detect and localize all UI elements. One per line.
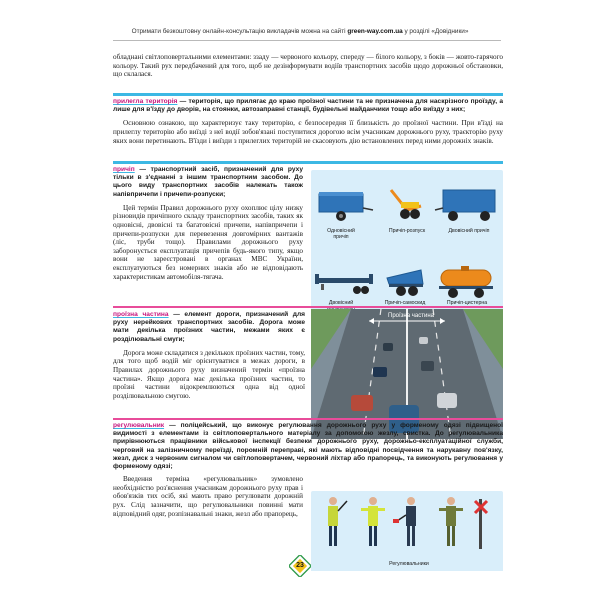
label-tank-trailer: Причіп-цистерна [446,300,488,306]
term-carriageway: проїзна частина [113,311,169,318]
definition-controller [113,422,503,471]
section-rule-adjacent [113,93,503,96]
banner-divider [113,40,501,41]
label-two-axle-semi-trailer: Двовісний [328,300,354,306]
controller-illustration [311,491,503,571]
section-adjacent-territory [113,98,503,145]
controller-figure-3 [393,497,416,546]
definition-controller-text: — поліцейський, що виконує регулювання дорожнього руху у форменому одязі підвищеної видимості з елементами із світлоповертального матеріалу за допомогою жезлу, свистка. До регулювальника прирівнюються працівники військової інспекції безпеки дорожнього руху, дорожньо-експлуатаційної служби, черговий на залізничному переїзді, поромній переправі, які мають відповідні посвідчення та нарукавну пов'язку, жезл, диск з червоним сигналом чи світлоповертачем, червоний ліхтар або прапорець, та виконують регулювання у форменому одязі; [113,422,503,471]
body-controller: Введення терміна «регулювальник» зумовлено необхідністю роз'яснення учасникам дорожнього руху прав і обов'язків тих осіб, які мають право регулювати дорожній рух. Слід зазначити, що регулювальники повинні мати відповідний одяг, розпізнавальні знаки, жезл або прапорець, [113,475,303,518]
semi-trailer-drawing [315,274,373,294]
pole-trailer-drawing [391,190,421,219]
body-trailer: Цей термін Правил дорожнього руху охоплює цілу низку різновидів причіпного складу транспортних засобів, таких як одновісні, двовісні та багатовісні причепи, напівпричепи і причепи-розпуски для перевезення довгомірних вантажів (ліс, труби тощо). Правилами дорожнього руху заборонується експлуатація причепів будь-якого типу, якщо вони не зареєстровані в органах МВС України, експлуатуються без номерних знаків або не відповідають характеристикам автомобіля-тягача. [113,203,303,281]
dump-trailer-drawing [387,270,423,296]
top-banner [0,28,600,38]
page-number-badge [289,555,311,577]
crossing-sign-drawing [475,499,487,549]
section-rule-carriageway [113,306,503,308]
carriageway-illustration [311,309,503,439]
trailer-illustration [311,170,503,332]
section-trailer [113,166,303,281]
banner-text-after: у розділі «Довідники» [402,28,469,35]
intro-paragraph: обладнані світлоповертальними елементами: ззаду — червоного кольору, спереду — білого кольору, з боків — жовто-гарячого кольору. Такий рух передбачений для того, щоб не дезінформувати водіїв транспортних засобів щодо дорожньої обстановки, що склалася. [113,53,503,79]
definition-adjacent-text: — територія, що прилягає до краю проїзної частини та не призначена для наскрізного проїзду, а лише для в'їзду до дворів, на стоянки, автозаправні станції, будівельні майданчики тощо або виїзду з них; [113,98,503,114]
carriageway-image-label: Проїзна частина [388,313,434,319]
label-pole-trailer: Причіп-розпуск [388,228,426,234]
banner-site-link[interactable]: green-way.com.ua [347,28,403,35]
controllers-drawing [311,491,503,571]
body-carriageway: Дорога може складатися з декількох проїзних частин, тому, для того щоб водій міг орієнтуватися в межах дороги, в Правилах дорожнього руху визначений термін «проїзна частина». Якщо дорога має декілька проїзних частин, то проїзні частини відокремлюються одна від одної розділювальною смугою. [113,348,305,400]
definition-adjacent [113,98,503,114]
definition-trailer [113,166,303,199]
definition-trailer-text: — транспортний засіб, призначений для руху тільки в з'єднанні з іншим транспортним засобом. До цього виду транспортних засобів належать також напівпричепи і причепи-розпуски; [113,166,303,198]
label-two-axle-trailer: Двовісний причіп [448,228,490,234]
term-controller: регулювальник [113,422,165,429]
road-drawing [311,309,503,439]
section-rule-trailer [113,161,503,164]
controllers-image-label: Регулювальники [389,561,429,567]
two-axle-trailer-drawing [435,190,495,221]
term-trailer: причіп [113,166,135,173]
tank-trailer-drawing [439,266,493,298]
controller-figure-4 [439,497,463,546]
single-axle-trailer-drawing [319,192,373,221]
section-carriageway [113,311,305,400]
intro-block [113,53,503,79]
controller-figure-1 [328,497,347,546]
page-number: 23 [296,562,304,569]
label-dump-trailer: Причіп-самоскид [384,300,426,306]
body-adjacent: Основною ознакою, що характеризує таку територію, є безпосередня її близькість до проїзної частини. При в'їзді на прилеглу територію або виїзді з неї водії зобов'язані поступитися дорогою всім учасникам дорожнього руху, траєкторію руху яких вони перетинають. В'їзди і виїзди з прилеглих територій не скасовують дію встановлених перед ними дорожніх знаків. [113,119,503,145]
banner-text-before: Отримати безкоштовну онлайн-консультацію викладачів можна на сайті [131,28,348,35]
term-adjacent: прилегла територія [113,98,178,105]
label-single-axle-trailer: Одновісний причіп [327,228,355,240]
section-rule-controller [113,418,503,420]
page-content [113,43,503,571]
controller-figure-2 [361,497,385,546]
definition-carriageway-text: — елемент дороги, призначений для руху нерейкових транспортних засобів. Дорога може мати декілька проїзних частин, межами яких є розділювальні смуги; [113,311,305,343]
definition-carriageway [113,311,305,344]
